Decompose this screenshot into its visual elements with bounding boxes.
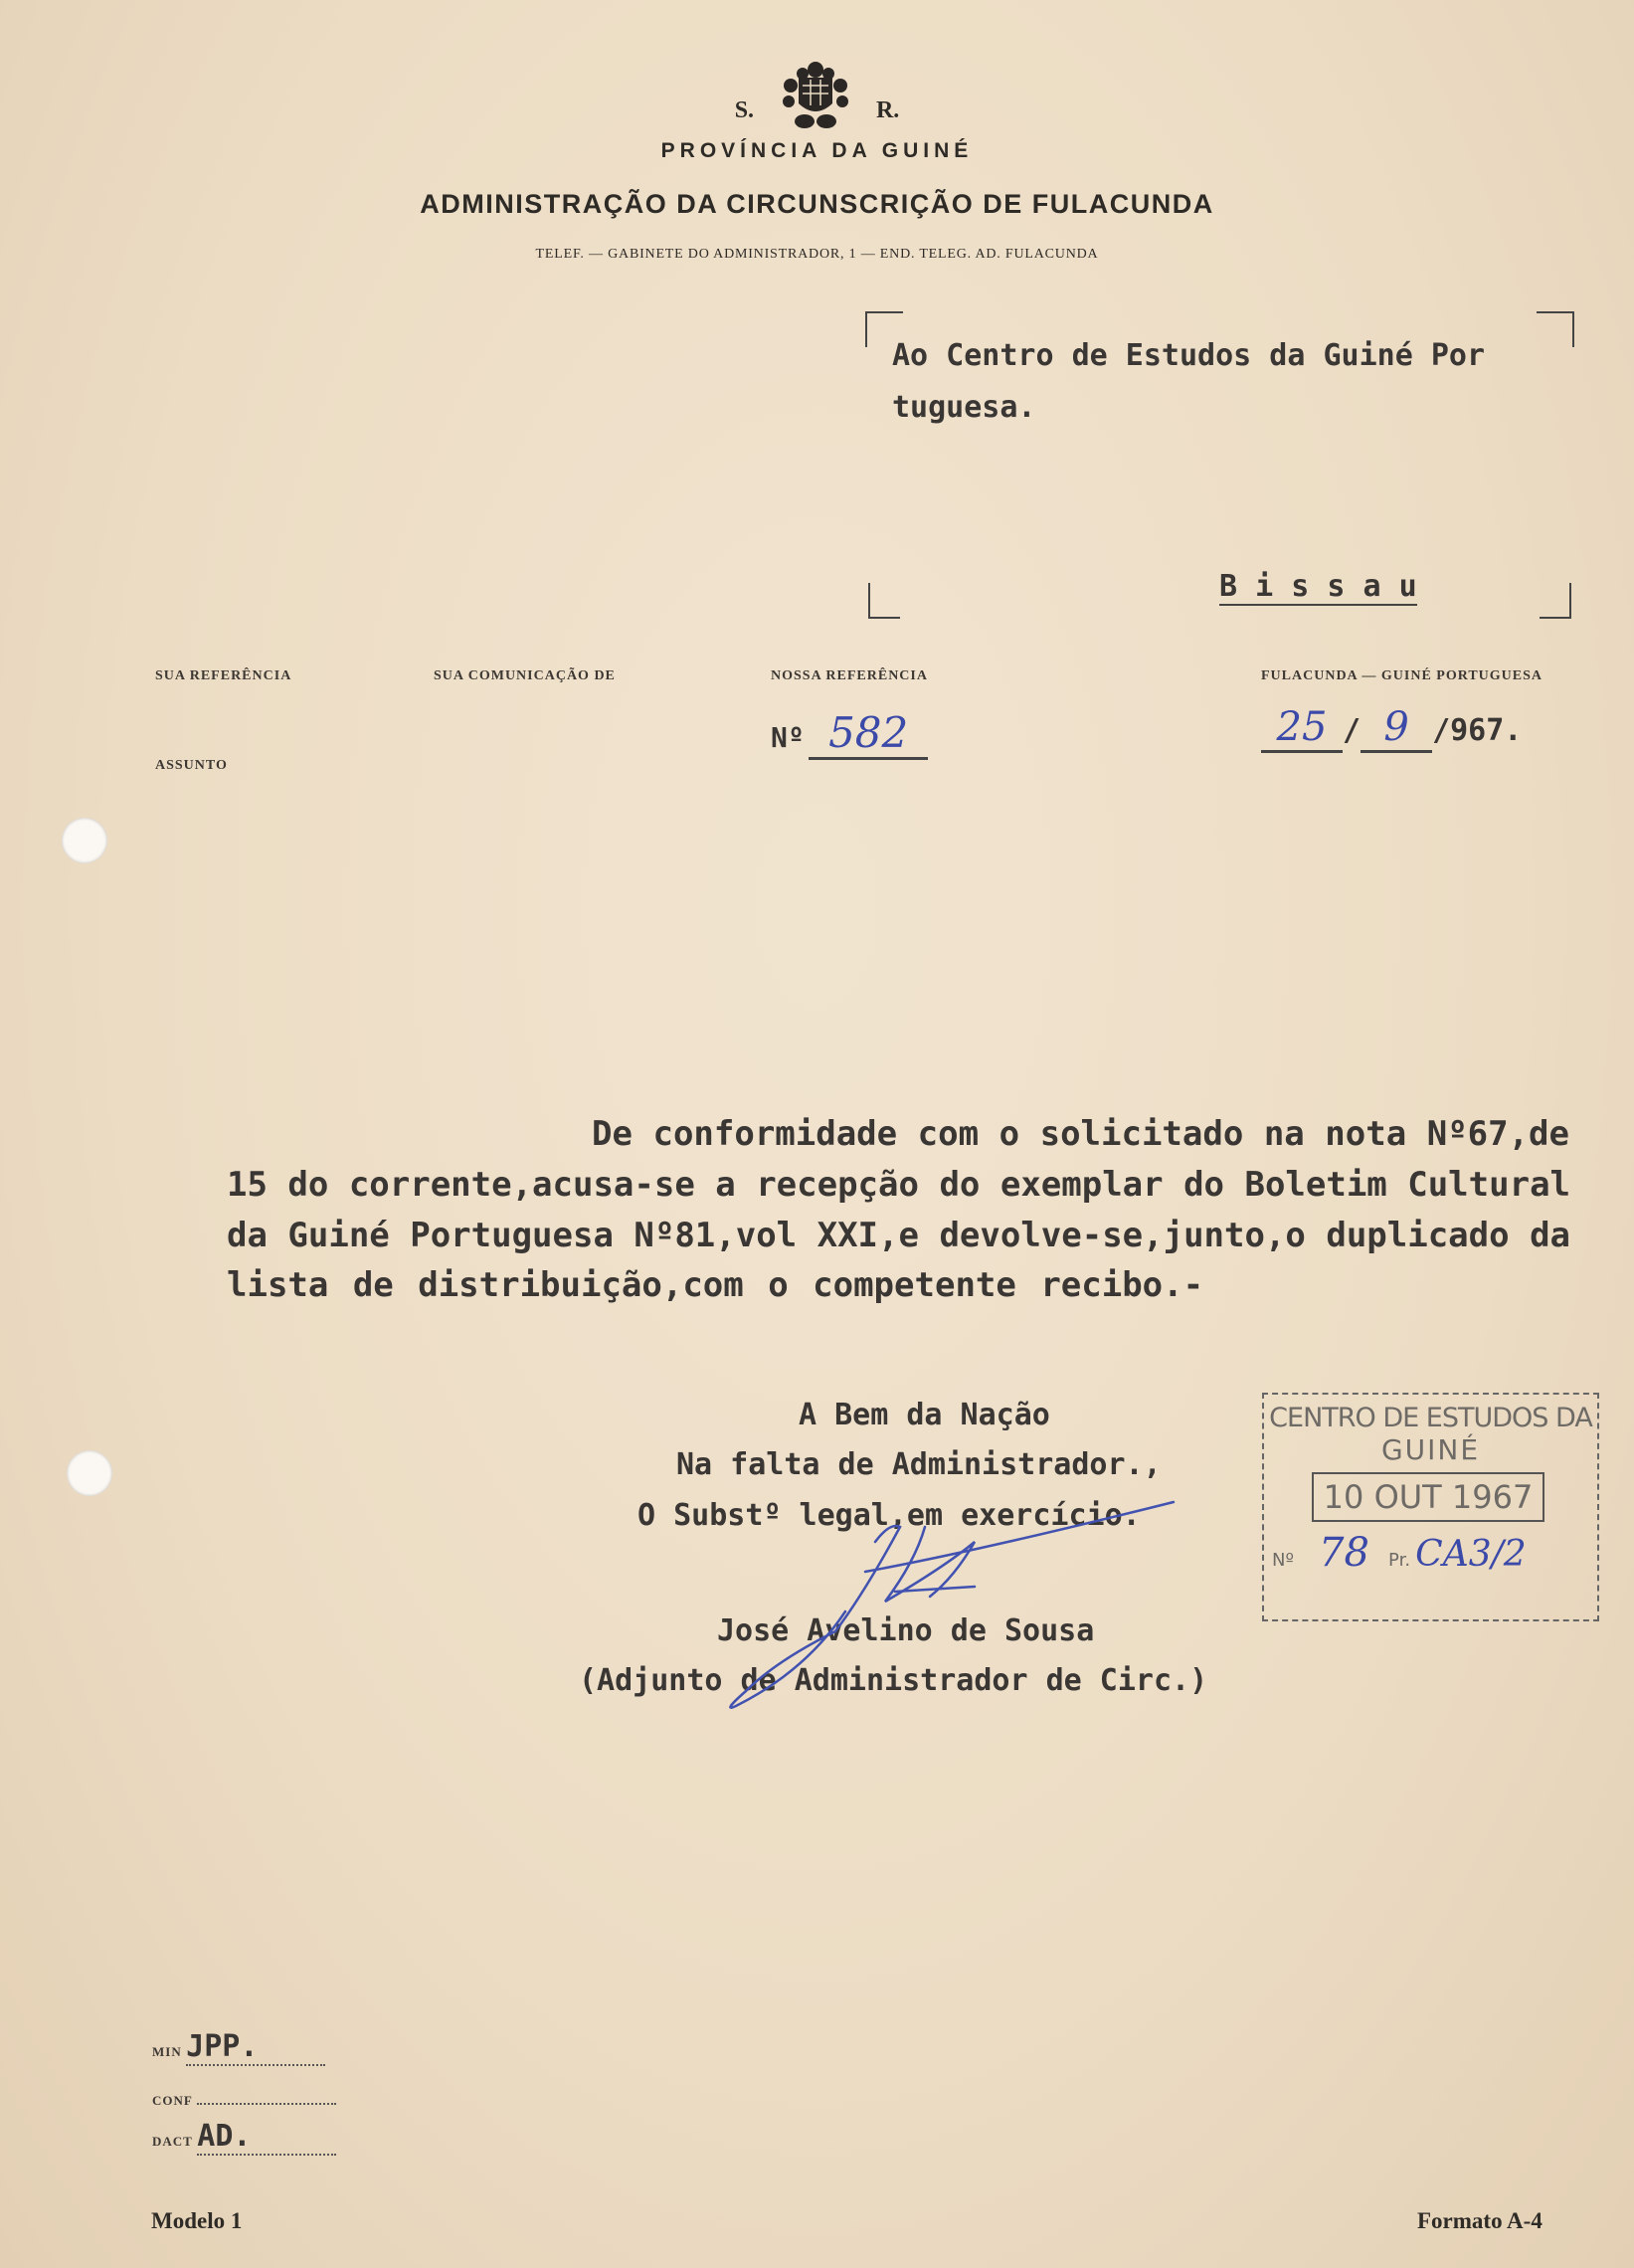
received-stamp (1262, 1393, 1599, 1621)
handwritten-signature (716, 1482, 1193, 1721)
stamp-number-label: Nº (1272, 1550, 1294, 1571)
min-value: JPP. (186, 2029, 325, 2066)
recipient-line-2: tuguesa. (892, 390, 1036, 425)
stamp-line-1: CENTRO DE ESTUDOS DA (1269, 1403, 1592, 1433)
recipient-line-1: Ao Centro de Estudos da Guiné Por (892, 338, 1486, 373)
stamp-number: 78 (1319, 1530, 1369, 1576)
letter-date (1261, 704, 1522, 753)
date-separator: / (1343, 713, 1362, 748)
model-label: Modelo 1 (151, 2208, 243, 2233)
stamp-line-2: GUINÉ (1380, 1433, 1481, 1466)
address-bracket-tr (1537, 311, 1574, 347)
closing-salutation: A Bem da Nação (799, 1398, 1050, 1432)
conf-value (197, 2089, 336, 2105)
date-year: /967. (1432, 713, 1523, 748)
recipient-city: B i s s a u (1219, 569, 1417, 604)
place-label: FULACUNDA — GUINÉ PORTUGUESA (1261, 668, 1543, 683)
date-month: 9 (1361, 704, 1432, 753)
body-line: 15 do corrente,acusa-se a recepção do exemplar do Boletim Cultural (227, 1165, 1571, 1205)
format-label: Formato A-4 (1417, 2208, 1543, 2233)
body-line: De conformidade com o solicitado na nota Nº67,de (592, 1114, 1569, 1154)
coat-of-arms-icon (781, 60, 850, 131)
stamp-proc: CA3/2 (1415, 1534, 1527, 1575)
min-label: MIN (152, 2044, 182, 2059)
conf-field (152, 2089, 336, 2110)
dact-value: AD. (197, 2119, 336, 2156)
administration-title: ADMINISTRAÇÃO DA CIRCUNSCRIÇÃO DE FULACUNDA (420, 189, 1214, 219)
contact-line: TELEF. — GABINETE DO ADMINISTRADOR, 1 — END. TELEG. AD. FULACUNDA (535, 247, 1099, 262)
signatory-name: José Avelino de Sousa (717, 1613, 1095, 1648)
closing-line-3: O Substº legal,em exercício. (637, 1498, 1141, 1533)
date-day: 25 (1261, 704, 1343, 753)
min-field (152, 2029, 325, 2066)
address-bracket-br (1540, 583, 1571, 619)
dact-label: DACT (152, 2134, 193, 2149)
sua-comunicacao-label: SUA COMUNICAÇÃO DE (434, 668, 616, 683)
assunto-label: ASSUNTO (155, 758, 228, 773)
stamp-proc-label: Pr. (1388, 1550, 1411, 1571)
dact-field (152, 2119, 336, 2156)
body-line: lista de distribuição,com o competente recibo.- (227, 1265, 1204, 1305)
body-line: da Guiné Portuguesa Nº81,vol XXI,e devolve-se,junto,o duplicado da (227, 1216, 1571, 1255)
stamp-date: 10 OUT 1967 (1312, 1472, 1544, 1522)
punch-hole (67, 1450, 112, 1496)
sua-referencia-label: SUA REFERÊNCIA (155, 668, 292, 683)
stamp-number-row (1272, 1530, 1597, 1576)
letterhead (0, 60, 1634, 138)
reference-number (771, 708, 928, 760)
address-bracket-bl (868, 583, 900, 619)
nossa-referencia-label: NOSSA REFERÊNCIA (771, 668, 928, 683)
signatory-title: (Adjunto de Administrador de Circ.) (579, 1663, 1208, 1698)
seal-left-letter: S. (734, 97, 755, 123)
punch-hole (62, 818, 107, 863)
province-title: PROVÍNCIA DA GUINÉ (660, 139, 974, 162)
number-value: 582 (809, 708, 928, 760)
number-prefix: Nº (771, 721, 805, 754)
closing-line-2: Na falta de Administrador., (676, 1447, 1162, 1482)
seal-right-letter: R. (875, 97, 900, 123)
conf-label: CONF (152, 2093, 193, 2108)
